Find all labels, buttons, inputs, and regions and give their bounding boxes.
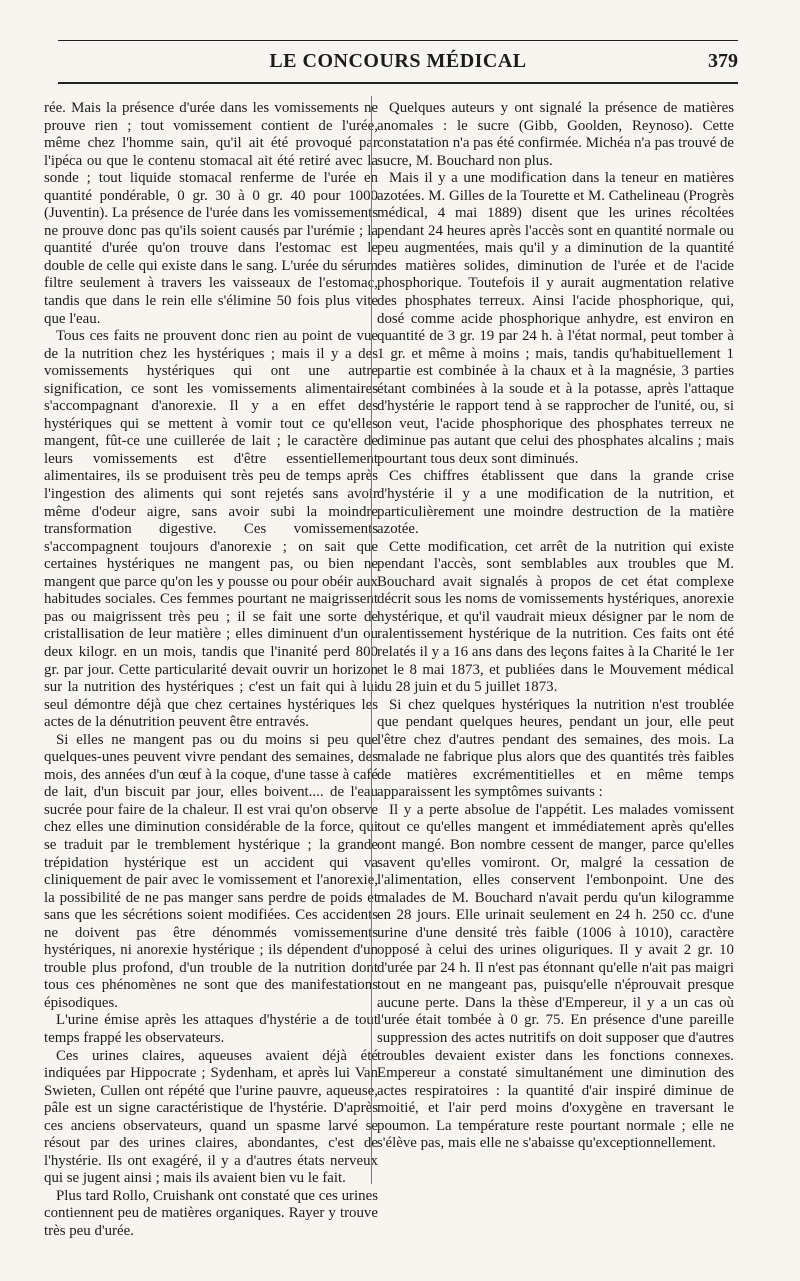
top-rule bbox=[58, 40, 738, 41]
page-number: 379 bbox=[708, 50, 738, 72]
paragraph: Ces chiffres établissent que dans la grande crise d'hystérie il y a une modification de la nutrition, et particulièrement une moindre destruction de la matière azotée. bbox=[377, 468, 734, 538]
paragraph: Quelques auteurs y ont signalé la présence de matières anomales : le sucre (Gibb, Goolden, Reynoso). Cette constatation n'a pas été confirmée. Michéa n'a pas trouvé de sucre, M. Bouchard non plus. bbox=[377, 100, 734, 169]
left-column bbox=[44, 100, 378, 1239]
paragraph: Si chez quelques hystériques la nutrition n'est troublée que pendant quelques heures, pendant un jour, elle peut l'être chez d'autres pendant des semaines, des mois. La malade ne fabrique plus alors que des quantités très faibles de matières excrémentitielles et en même temps apparaissent les symptômes suivants : bbox=[377, 696, 734, 801]
paragraph: rée. Mais la présence d'urée dans les vomissements ne prouve rien ; tout vomissement contient de l'urée, même chez l'homme sain, qu'il ait été provoqué par l'ipéca ou que le contenu stomacal ait été retiré avec la sonde ; tout liquide stomacal renferme de l'urée en quantité pondérable, 0 gr. 30 à 0 gr. 40 pour 1000 (Juventin). La présence de l'urée dans les vomissements ne prouve donc pas qu'ils soient causés par l'urémie ; la quantité d'urée qu'on trouve dans l'estomac est le double de celle qui existe dans le sang. L'urée du sérum filtre seulement à travers les vaisseaux de l'estomac, tandis que dans le rein elle s'élimine 50 fois plus vite que l'eau. bbox=[44, 100, 378, 327]
paragraph: Ces urines claires, aqueuses avaient déjà été indiquées par Hippocrate ; Sydenham, et après lui Van Swieten, Cullen ont répété que l'urine pauvre, aqueuse, pâle est un signe caractéristique de l'hystérie. D'après ces anciens observateurs, quand un spasme larvé se résout par des urines claires, abondantes, c'est de l'hystérie. Ils ont exagéré, il y a d'autres états nerveux qui se jugent ainsi ; mais ils avaient bien vu le fait. bbox=[44, 1047, 378, 1187]
paragraph: Tous ces faits ne prouvent donc rien au point de vue de la nutrition chez les hystériques ; mais il y a des vomissements hystériques qui ont une autre signification, ce sont les vomissements alimentaires s'accompagnant d'anorexie. Il y a en effet des hystériques qui se mettent à vomir tout ce qu'elles mangent, fût-ce une cuillerée de lait ; le caractère de leurs vomissements est d'être essentiellement alimentaires, ils se produisent très peu de temps après l'ingestion des aliments qui sont rejetés sans avoir même d'odeur aigre, sans avoir subi la moindre transformation digestive. Ces vomissements s'accompagnent toujours d'anorexie ; on sait que certaines hystériques ne mangent pas, ou bien ne mangent que parce qu'on les y pousse ou pour obéir aux habitudes sociales. Ces femmes pourtant ne maigrissent pas ou maigrissent très peu ; il se fait une sorte de cristallisation de leur matière ; elles diminuent d'un ou deux kilogr. en un mois, tandis que l'inanité perd 800 gr. par jour. Cette particularité devait ouvrir un horizon sur la nutrition des hystériques ; c'est un fait qui à lui seul démontre déjà que chez certaines hystériques les actes de la dénutrition peuvent être entravés. bbox=[44, 328, 378, 731]
column-divider bbox=[371, 96, 372, 1184]
paragraph: Si elles ne mangent pas ou du moins si peu que quelques-unes peuvent vivre pendant des semaines, des mois, des années d'un œuf à la coque, d'une tasse à café de lait, d'un biscuit par jour, elles boivent.... de l'eau sucrée pour faire de la chaleur. Il est vrai qu'on observe chez elles une diminution considérable de la force, qui se traduit par le tremblement hystérique ; la grande trépidation hystérique est un accident qui va cliniquement de pair avec le vomissement et l'anorexie, la possibilité de ne pas manger sans perdre de poids et sans que les sécrétions soient modifiées. Ces accidents ne doivent pas être dénommés vomissements hystériques, ni anorexie hystérique ; ils dépendent d'un trouble plus profond, d'un trouble de la nutrition dont tous ces phénomènes ne sont que des manifestations épisodiques. bbox=[44, 731, 378, 1011]
paragraph: Mais il y a une modification dans la teneur en matières azotées. M. Gilles de la Tourette et M. Cathelineau (Progrès médical, 4 mai 1889) disent que les urines récoltées pendant 24 heures après l'accès sont en quantité normale ou peu augmentées, mais qu'il y a diminution de la quantité des matières solides, diminution de l'urée et de l'acide phosphorique. Toutefois il y aurait augmentation relative des phosphates terreux. Ainsi l'acide phosphorique, qui, dosé comme acide phosphorique anhydre, est environ en quantité de 3 gr. 19 par 24 h. à l'état normal, peut tomber à 1 gr. et même à moins ; mais, tandis qu'habituellement 1 partie est combinée à la chaux et à la magnésie, 3 parties étant combinées à la soude et à la potasse, après l'attaque d'hystérie le rapport tend à se rapprocher de l'unité, ou, si on veut, l'acide phosphorique des phosphates terreux ne diminue pas autant que celui des phosphates alcalins ; mais pourtant tous deux sont diminués. bbox=[377, 170, 734, 467]
paragraph: Cette modification, cet arrêt de la nutrition qui existe pendant l'accès, sont semblables aux troubles que M. Bouchard avait signalés à propos de cet état complexe décrit sous les noms de vomissements hystériques, anorexie hystérique, et qu'il vaudrait mieux désigner par le nom de ralentissement hystérique de la nutrition. Ces faits ont été relatés il y a 16 ans dans des leçons faites à la Charité le 1er et le 8 mai 1873, et publiées dans le Mouvement médical du 28 juin et du 5 juillet 1873. bbox=[377, 538, 734, 696]
right-column bbox=[377, 100, 734, 1200]
paragraph: L'urine émise après les attaques d'hystérie a de tout temps frappé les observateurs. bbox=[44, 1012, 378, 1046]
paragraph: Plus tard Rollo, Cruishank ont constaté que ces urines contiennent peu de matières organiques. Rayer y trouve très peu d'urée. bbox=[44, 1187, 378, 1239]
paragraph: Il y a perte absolue de l'appétit. Les malades vomissent tout ce qu'elles mangent et immédiatement après qu'elles ont mangé. Bon nombre cessent de manger, parce qu'elles savent qu'elles vomiront. Or, malgré la cessation de l'alimentation, elles conservent l'embonpoint. Une des malades de M. Bouchard n'avait perdu qu'un kilogramme en 28 jours. Elle urinait seulement en 24 h. 250 cc. d'une urine d'une densité très faible (1006 à 1010), caractère opposé à celui des urines oliguriques. Il y avait 2 gr. 10 d'urée par 24 h. Il n'est pas étonnant qu'elle n'ait pas maigri tout en ne mangeant pas, puisqu'elle n'éprouvait presque aucune perte. Dans la thèse d'Empereur, il y a un cas où l'urée était tombée à 0 gr. 75. En présence d'une pareille suppression des actes nutritifs on doit supposer que d'autres troubles devaient exister dans les fonctions connexes. Empereur a constaté simultanément une diminution des actes respiratoires : la quantité d'air inspiré diminue de moitié, et l'air perd moins d'oxygène en traversant le poumon. La température reste pourtant normale ; elle ne s'élève pas, mais elle ne s'abaisse qu'exceptionnellement. bbox=[377, 801, 734, 1152]
page-header bbox=[58, 50, 738, 84]
journal-title: LE CONCOURS MÉDICAL bbox=[269, 50, 527, 72]
header-rule bbox=[58, 82, 738, 84]
